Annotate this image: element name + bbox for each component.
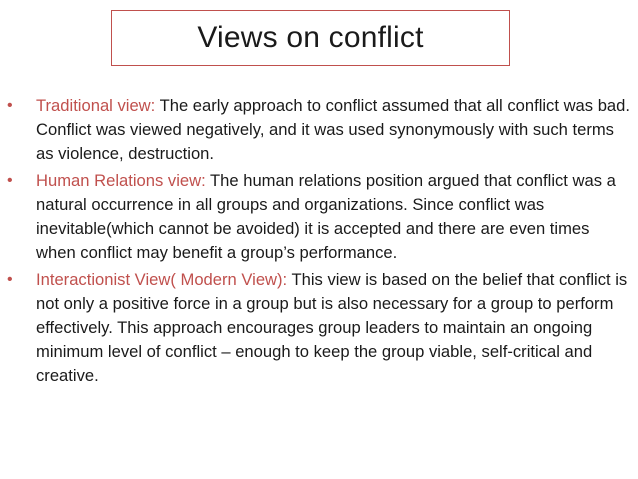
bullet-text: The human relations position argued that conflict was a natural occurrence in all groups and organizations. Since conflict was inevitable(which cannot be avoided) it is accepted and there are even times when conflict may benefit a group’s performance. <box>36 171 616 262</box>
bullet-traditional-view <box>6 94 632 166</box>
slide-title: Views on conflict <box>197 21 424 54</box>
term-label: Traditional view: <box>36 96 156 115</box>
title-box <box>111 10 510 66</box>
bullet-text: The early approach to conflict assumed that all conflict was bad. Conflict was viewed negatively, and it was used synonymously with such terms as violence, destruction. <box>36 96 630 163</box>
bullet-human-relations-view <box>6 169 632 265</box>
term-label: Human Relations view: <box>36 171 206 190</box>
bullet-icon: • <box>7 271 13 288</box>
term-label: Interactionist View( Modern View): <box>36 270 288 289</box>
bullet-icon: • <box>7 97 13 114</box>
bullet-list <box>6 94 632 391</box>
bullet-icon: • <box>7 172 13 189</box>
bullet-text: This view is based on the belief that conflict is not only a positive force in a group but is also necessary for a group to perform effectively. This approach encourages group leaders to maintain an ongoing minimum level of conflict – enough to keep the group viable, self-critical and creative. <box>36 270 628 385</box>
bullet-interactionist-view <box>6 268 632 388</box>
